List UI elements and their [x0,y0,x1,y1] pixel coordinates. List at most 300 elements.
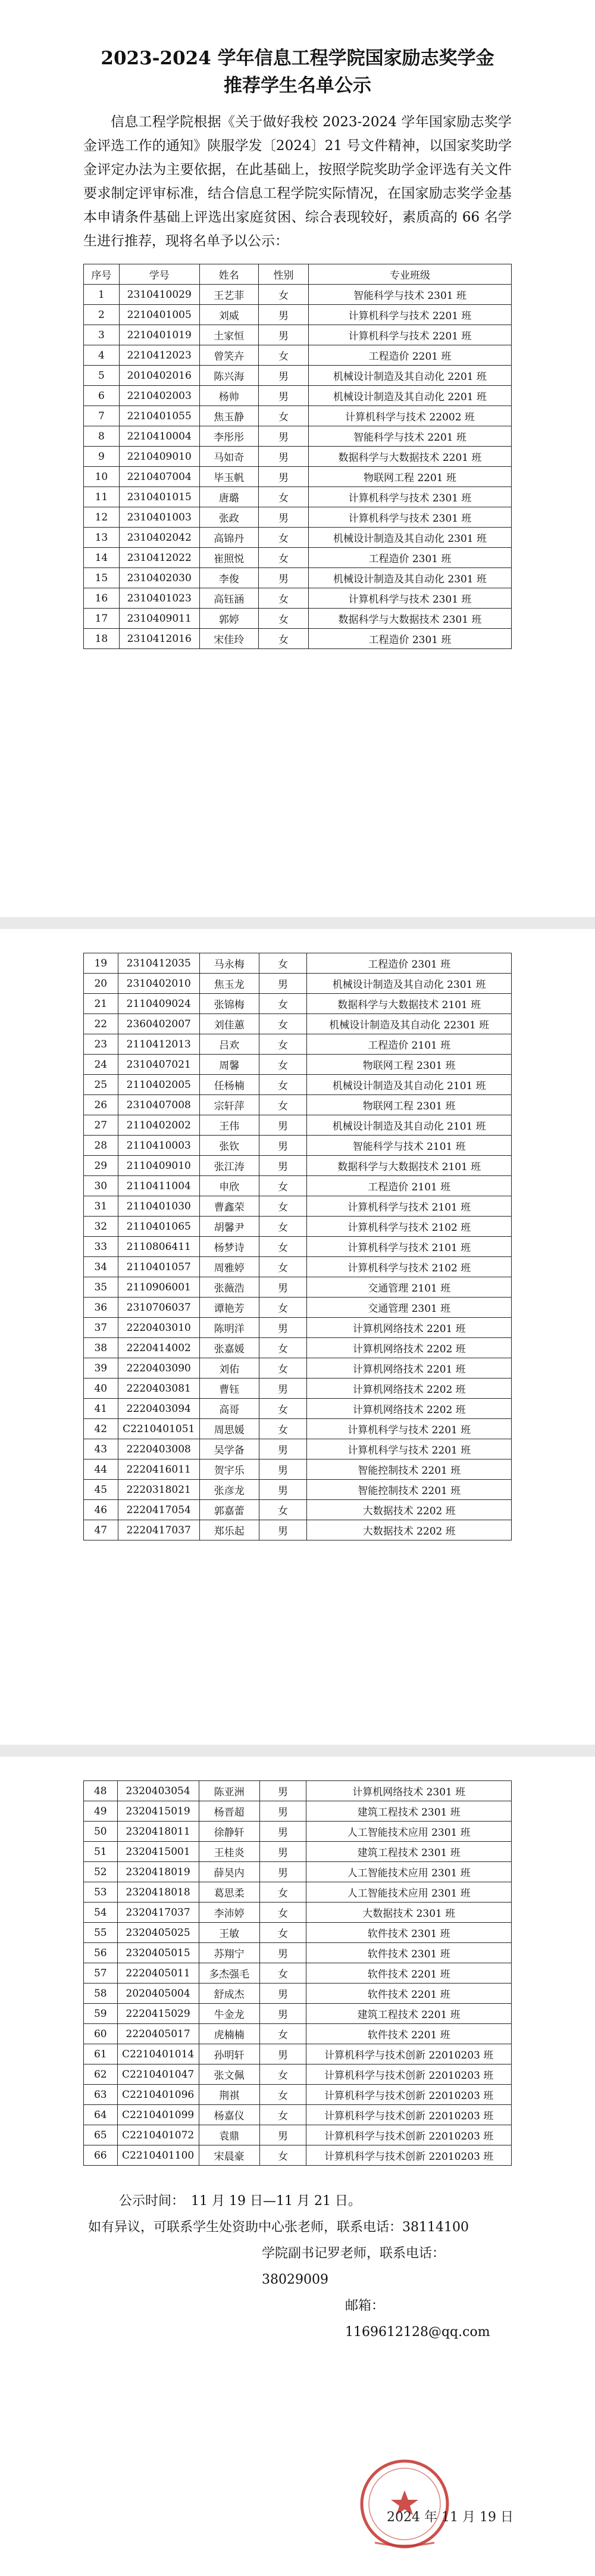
cell-student-id: 2310401023 [119,588,199,609]
cell-gender: 女 [259,1500,307,1520]
cell-index: 60 [84,2024,118,2044]
cell-index: 17 [84,609,120,629]
table-row [84,953,512,974]
cell-name: 马如奇 [199,447,258,467]
cell-major-class: 数据科学与大数据技术 2301 班 [308,609,511,629]
cell-student-id: 2220405011 [117,1963,199,1984]
cell-name: 宋佳玲 [199,629,258,649]
cell-major-class: 大数据技术 2301 班 [306,1903,512,1923]
cell-student-id: 2220403010 [118,1318,199,1338]
table-row [84,1075,512,1095]
cell-major-class: 智能控制技术 2201 班 [307,1459,512,1480]
table-row [84,507,512,528]
table-row [84,447,512,467]
table-row [84,1115,512,1136]
cell-gender: 女 [258,588,308,609]
table-row [84,588,512,609]
cell-major-class: 软件技术 2301 班 [306,1923,512,1943]
table-row [84,1862,512,1882]
cell-gender: 男 [259,1379,307,1399]
cell-student-id: 2310412016 [119,629,199,649]
cell-gender: 男 [259,1943,306,1963]
cell-index: 53 [84,1882,118,1903]
cell-gender: 女 [259,1257,307,1277]
cell-major-class: 工程造价 2301 班 [308,548,511,568]
cell-major-class: 物联网工程 2201 班 [308,467,511,487]
cell-gender: 男 [259,1862,306,1882]
cell-student-id: 2220318021 [118,1480,199,1500]
cell-gender: 女 [259,953,307,974]
table-row [84,1318,512,1338]
cell-major-class: 计算机网络技术 2201 班 [307,1318,512,1338]
cell-name: 张薇浩 [199,1277,259,1298]
cell-student-id: 2110409024 [118,994,199,1014]
college-seal-stamp [351,2453,530,2555]
cell-index: 59 [84,2004,118,2024]
cell-student-id: 2210401019 [119,325,199,345]
cell-student-id: 2110409010 [118,1156,199,1176]
cell-student-id: 2320418018 [117,1882,199,1903]
cell-major-class: 物联网工程 2301 班 [307,1095,512,1115]
cell-major-class: 计算机科学与技术 2101 班 [307,1196,512,1217]
cell-gender: 女 [258,487,308,507]
cell-student-id: 2220403081 [118,1379,199,1399]
cell-student-id: 2320417037 [117,1903,199,1923]
cell-name: 张钦 [199,1136,259,1156]
cell-student-id: C2210401047 [117,2064,199,2085]
cell-gender: 女 [259,2085,306,2105]
cell-name: 李俊 [199,568,258,588]
table-row [84,1882,512,1903]
cell-name: 陈兴海 [199,366,258,386]
page-2 [0,929,595,1745]
header-name: 姓名 [199,264,258,285]
cell-major-class: 计算机科学与技术 2102 班 [307,1257,512,1277]
cell-student-id: 2310401015 [119,487,199,507]
table-row [84,1963,512,1984]
cell-index: 44 [84,1459,118,1480]
cell-gender: 女 [259,1963,306,1984]
cell-name: 周思媛 [199,1419,259,1439]
cell-index: 26 [84,1095,118,1115]
cell-name: 苏翔宁 [199,1943,259,1963]
cell-index: 42 [84,1419,118,1439]
cell-gender: 男 [259,1459,307,1480]
cell-name: 刘威 [199,305,258,325]
table-row [84,1459,512,1480]
cell-student-id: 2310407021 [118,1055,199,1075]
table-row [84,1923,512,1943]
cell-name: 周馨 [199,1055,259,1075]
table-body-part1 [84,285,512,649]
cell-gender: 男 [258,447,308,467]
cell-index: 64 [84,2105,118,2125]
cell-major-class: 计算机网络技术 2202 班 [307,1399,512,1419]
cell-student-id: 2310402010 [118,974,199,994]
header-major-class: 专业班级 [308,264,511,285]
cell-student-id: 2110401057 [118,1257,199,1277]
cell-major-class: 机械设计制造及其自动化 2101 班 [307,1075,512,1095]
cell-student-id: 2220417054 [118,1500,199,1520]
table-row [84,1237,512,1257]
table-row [84,1176,512,1196]
table-row [84,406,512,426]
cell-major-class: 人工智能技术应用 2301 班 [306,1882,512,1903]
cell-name: 李沛婷 [199,1903,259,1923]
cell-major-class: 机械设计制造及其自动化 2301 班 [308,528,511,548]
cell-gender: 女 [259,994,307,1014]
cell-name: 郑乐起 [199,1520,259,1540]
cell-name: 高锦丹 [199,528,258,548]
cell-student-id: 2220414002 [118,1338,199,1358]
cell-index: 25 [84,1075,118,1095]
cell-student-id: 2110806411 [118,1237,199,1257]
cell-student-id: 2310706037 [118,1298,199,1318]
header-index: 序号 [84,264,120,285]
cell-gender: 男 [258,426,308,447]
cell-index: 46 [84,1500,118,1520]
college-contact: 学院副书记罗老师，联系电话： 38029009 [262,2246,452,2287]
table-row [84,528,512,548]
cell-major-class: 计算机科学与技术创新 22010203 班 [306,2145,512,2166]
cell-student-id: 2310401003 [119,507,199,528]
table-row [84,1196,512,1217]
cell-gender: 男 [259,1781,306,1801]
cell-gender: 女 [259,1196,307,1217]
cell-name: 张嘉媛 [199,1338,259,1358]
table-row [84,1034,512,1055]
cell-major-class: 建筑工程技术 2201 班 [306,2004,512,2024]
table-row [84,2024,512,2044]
cell-index: 8 [84,426,120,447]
cell-name: 马永梅 [199,953,259,974]
cell-name: 焦玉静 [199,406,258,426]
cell-major-class: 智能控制技术 2201 班 [307,1480,512,1500]
table-row [84,1095,512,1115]
cell-index: 14 [84,548,120,568]
table-row [84,467,512,487]
table-body-part3 [84,1781,512,2166]
cell-major-class: 计算机网络技术 2202 班 [307,1379,512,1399]
cell-index: 66 [84,2145,118,2166]
cell-name: 多杰强毛 [199,1963,259,1984]
table-row [84,305,512,325]
cell-index: 23 [84,1034,118,1055]
cell-major-class: 软件技术 2301 班 [306,1943,512,1963]
cell-student-id: 2360402007 [118,1014,199,1034]
table-row [84,1781,512,1801]
cell-major-class: 计算机科学与技术创新 22010203 班 [306,2064,512,2085]
cell-major-class: 交通管理 2101 班 [307,1277,512,1298]
table-row [84,285,512,305]
cell-gender: 女 [259,1882,306,1903]
cell-gender: 女 [258,629,308,649]
table-row [84,974,512,994]
cell-name: 张政 [199,507,258,528]
nominee-table-part3 [83,1780,512,2166]
objection-contact: 如有异议，可联系学生处资助中心张老师，联系电话：38114100 [88,2220,469,2235]
cell-name: 陈明洋 [199,1318,259,1338]
cell-index: 5 [84,366,120,386]
cell-major-class: 大数据技术 2202 班 [307,1520,512,1540]
cell-major-class: 工程造价 2301 班 [308,629,511,649]
cell-index: 29 [84,1156,118,1176]
cell-student-id: 2310412035 [118,953,199,974]
intro-paragraph: 信息工程学院根据《关于做好我校 2023-2024 学年国家励志奖学金评选工作的通知》陕服学发〔2024〕21 号文件精神，以国家奖助学金评定办法为主要依据，在此基础上，按照学院奖助学金评选有关文件要求制定评审标准，结合信息工程学院实际情况，在国家励志奖学金基本申请条件基础上评选出家庭贫困、综合表现较好，素质高的 66 名学生进行推荐，现将名单予以公示： [83,114,512,249]
cell-gender: 女 [259,1419,307,1439]
cell-index: 36 [84,1298,118,1318]
cell-gender: 男 [259,1277,307,1298]
cell-index: 20 [84,974,118,994]
cell-major-class: 机械设计制造及其自动化 2101 班 [307,1115,512,1136]
cell-student-id: 2310402042 [119,528,199,548]
cell-name: 吴学备 [199,1439,259,1459]
cell-student-id: C2210401051 [118,1419,199,1439]
cell-gender: 女 [259,1298,307,1318]
cell-student-id: 2320403054 [117,1781,199,1801]
cell-gender: 男 [259,1801,306,1822]
cell-major-class: 建筑工程技术 2301 班 [306,1842,512,1862]
cell-index: 32 [84,1217,118,1237]
cell-index: 7 [84,406,120,426]
cell-gender: 女 [259,2145,306,2166]
cell-student-id: 2220415029 [117,2004,199,2024]
cell-name: 曹鑫荣 [199,1196,259,1217]
cell-major-class: 软件技术 2201 班 [306,1984,512,2004]
cell-name: 焦玉龙 [199,974,259,994]
cell-gender: 男 [259,1480,307,1500]
table-row [84,1217,512,1237]
cell-name: 杨晋超 [199,1801,259,1822]
cell-index: 12 [84,507,120,528]
cell-student-id: 2110401065 [118,1217,199,1237]
cell-gender: 男 [258,507,308,528]
table-row [84,1801,512,1822]
cell-student-id: 2110410003 [118,1136,199,1156]
cell-name: 土家恒 [199,325,258,345]
cell-index: 4 [84,345,120,366]
cell-name: 曹钰 [199,1379,259,1399]
document-title-line1: 2023-2024 学年信息工程学院国家励志奖学金 [101,48,494,69]
cell-gender: 女 [259,1399,307,1419]
cell-student-id: 2320418019 [117,1862,199,1882]
cell-index: 38 [84,1338,118,1358]
cell-name: 张文佩 [199,2064,259,2085]
cell-major-class: 交通管理 2301 班 [307,1298,512,1318]
cell-major-class: 软件技术 2201 班 [306,2024,512,2044]
table-row [84,366,512,386]
cell-name: 虎楠楠 [199,2024,259,2044]
cell-major-class: 计算机科学与技术创新 22010203 班 [306,2044,512,2064]
cell-gender: 男 [259,1115,307,1136]
cell-index: 13 [84,528,120,548]
cell-name: 宗轩萍 [199,1095,259,1115]
cell-index: 57 [84,1963,118,1984]
cell-gender: 女 [259,1923,306,1943]
cell-major-class: 机械设计制造及其自动化 2301 班 [308,568,511,588]
footer [83,2188,512,2346]
cell-index: 16 [84,588,120,609]
cell-index: 30 [84,1176,118,1196]
cell-student-id: 2210407004 [119,467,199,487]
table-body-part2 [84,953,512,1540]
cell-index: 47 [84,1520,118,1540]
cell-major-class: 数据科学与大数据技术 2201 班 [308,447,511,467]
table-row [84,2085,512,2105]
cell-major-class: 物联网工程 2301 班 [307,1055,512,1075]
table-row [84,1822,512,1842]
cell-name: 申欣 [199,1176,259,1196]
cell-index: 28 [84,1136,118,1156]
cell-student-id: 2310412022 [119,548,199,568]
table-row [84,568,512,588]
table-row [84,2004,512,2024]
cell-name: 牛金龙 [199,2004,259,2024]
publicity-time: 公示时间： 11 月 19 日—11 月 21 日。 [119,2194,361,2209]
cell-index: 1 [84,285,120,305]
cell-index: 45 [84,1480,118,1500]
cell-major-class: 计算机网络技术 2201 班 [307,1358,512,1379]
cell-name: 毕玉帆 [199,467,258,487]
cell-gender: 女 [258,285,308,305]
table-row [84,2064,512,2085]
table-row [84,1014,512,1034]
email-contact: 邮箱：1169612128@qq.com [345,2299,490,2340]
cell-index: 35 [84,1277,118,1298]
cell-major-class: 数据科学与大数据技术 2101 班 [307,1156,512,1176]
cell-name: 王敏 [199,1923,259,1943]
cell-name: 吕欢 [199,1034,259,1055]
cell-major-class: 计算机科学与技术 22002 班 [308,406,511,426]
cell-student-id: 2310409011 [119,609,199,629]
cell-name: 曾笑卉 [199,345,258,366]
cell-student-id: 2220403090 [118,1358,199,1379]
cell-gender: 女 [259,1176,307,1196]
cell-index: 27 [84,1115,118,1136]
cell-gender: 男 [259,2125,306,2145]
table-row [84,2125,512,2145]
cell-major-class: 建筑工程技术 2301 班 [306,1801,512,1822]
cell-student-id: C2210401096 [117,2085,199,2105]
header-gender: 性别 [258,264,308,285]
cell-major-class: 工程造价 2301 班 [307,953,512,974]
cell-index: 40 [84,1379,118,1399]
cell-name: 徐静轩 [199,1822,259,1842]
cell-student-id: 2210410004 [119,426,199,447]
table-row [84,1338,512,1358]
table-row [84,1277,512,1298]
cell-gender: 女 [259,1095,307,1115]
cell-major-class: 计算机网络技术 2301 班 [306,1781,512,1801]
cell-gender: 女 [258,609,308,629]
cell-index: 6 [84,386,120,406]
cell-gender: 女 [259,1237,307,1257]
cell-index: 24 [84,1055,118,1075]
cell-gender: 男 [258,305,308,325]
document-title-line2: 推荐学生名单公示 [224,75,371,96]
cell-student-id: 2220403008 [118,1439,199,1459]
cell-student-id: 2110412013 [118,1034,199,1055]
table-row [84,487,512,507]
cell-major-class: 数据科学与大数据技术 2101 班 [307,994,512,1014]
cell-student-id: 2310410029 [119,285,199,305]
cell-gender: 男 [259,2044,306,2064]
table-row [84,1298,512,1318]
cell-major-class: 大数据技术 2202 班 [307,1500,512,1520]
cell-major-class: 计算机科学与技术创新 22010203 班 [306,2085,512,2105]
nominee-table-part1 [83,264,512,649]
cell-index: 18 [84,629,120,649]
cell-gender: 男 [258,366,308,386]
cell-index: 22 [84,1014,118,1034]
cell-student-id: C2210401100 [117,2145,199,2166]
table-row [84,1500,512,1520]
cell-student-id: C2210401072 [117,2125,199,2145]
cell-index: 54 [84,1903,118,1923]
cell-major-class: 工程造价 2101 班 [307,1176,512,1196]
cell-index: 43 [84,1439,118,1459]
cell-name: 薛昊内 [199,1862,259,1882]
table-row [84,548,512,568]
cell-gender: 女 [259,2064,306,2085]
cell-student-id: 2320415001 [117,1842,199,1862]
cell-major-class: 计算机科学与技术 2201 班 [307,1439,512,1459]
table-row [84,345,512,366]
cell-student-id: 2310402030 [119,568,199,588]
cell-name: 袁鼎 [199,2125,259,2145]
table-row [84,1842,512,1862]
cell-gender: 女 [259,2024,306,2044]
cell-student-id: 2110402002 [118,1115,199,1136]
cell-student-id: 2220403094 [118,1399,199,1419]
cell-gender: 女 [259,1014,307,1034]
cell-student-id: 2010402016 [119,366,199,386]
table-row [84,1520,512,1540]
table-row [84,1399,512,1419]
signature-date: 2024 年 11 月 19 日 [387,2510,513,2525]
cell-major-class: 人工智能技术应用 2301 班 [306,1822,512,1842]
cell-index: 19 [84,953,118,974]
cell-name: 郭婷 [199,609,258,629]
table-row [84,994,512,1014]
cell-gender: 男 [259,1822,306,1842]
cell-name: 胡馨尹 [199,1217,259,1237]
cell-student-id: 2210409010 [119,447,199,467]
cell-index: 48 [84,1781,118,1801]
cell-major-class: 智能科学与技术 2301 班 [308,285,511,305]
cell-major-class: 计算机科学与技术 2301 班 [308,588,511,609]
table-row [84,386,512,406]
cell-major-class: 计算机科学与技术 2301 班 [308,507,511,528]
cell-gender: 男 [259,1439,307,1459]
cell-gender: 女 [259,1903,306,1923]
table-row [84,1903,512,1923]
cell-gender: 男 [258,325,308,345]
cell-index: 33 [84,1237,118,1257]
cell-major-class: 工程造价 2101 班 [307,1034,512,1055]
cell-student-id: 2210412023 [119,345,199,366]
table-header-row [84,264,512,285]
cell-gender: 女 [258,548,308,568]
cell-index: 56 [84,1943,118,1963]
cell-gender: 男 [259,1136,307,1156]
cell-name: 杨嘉仪 [199,2105,259,2125]
table-row [84,1156,512,1176]
cell-name: 宋晨豪 [199,2145,259,2166]
cell-student-id: 2210401055 [119,406,199,426]
cell-major-class: 软件技术 2201 班 [306,1963,512,1984]
cell-major-class: 计算机科学与技术创新 22010203 班 [306,2125,512,2145]
